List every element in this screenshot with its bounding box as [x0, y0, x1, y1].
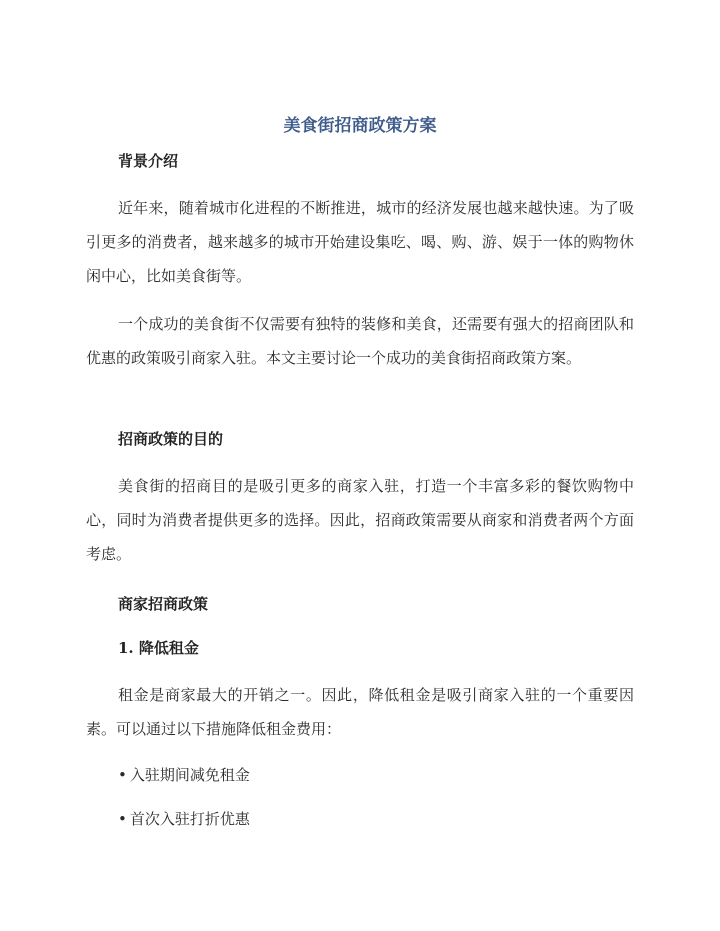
bullet-icon: •	[118, 810, 127, 828]
paragraph-background-2: 一个成功的美食街不仅需要有独特的装修和美食，还需要有强大的招商团队和优惠的政策吸引商家入驻。本文主要讨论一个成功的美食街招商政策方案。	[86, 315, 634, 367]
list-item-label: 入驻期间减免租金	[129, 766, 250, 784]
list-item	[118, 764, 250, 786]
list-item	[118, 808, 250, 830]
bullet-icon: •	[118, 766, 127, 784]
paragraph-background-1: 近年来，随着城市化进程的不断推进，城市的经济发展也越来越快速。为了吸引更多的消费者，越来越多的城市开始建设集吃、喝、购、游、娱于一体的购物休闲中心，比如美食街等。	[86, 199, 634, 285]
list-item-label: 首次入驻打折优惠	[129, 810, 250, 828]
heading-lower-rent: 1. 降低租金	[118, 639, 199, 657]
heading-purpose: 招商政策的目的	[118, 430, 224, 448]
paragraph-purpose-1: 美食街的招商目的是吸引更多的商家入驻，打造一个丰富多彩的餐饮购物中心，同时为消费者提供更多的选择。因此，招商政策需要从商家和消费者两个方面考虑。	[86, 477, 634, 563]
paragraph-rent-1: 租金是商家最大的开销之一。因此，降低租金是吸引商家入驻的一个重要因素。可以通过以下措施降低租金费用：	[86, 686, 634, 738]
heading-merchant-policy: 商家招商政策	[118, 595, 209, 613]
heading-background: 背景介绍	[118, 152, 179, 170]
document-title: 美食街招商政策方案	[283, 116, 437, 136]
